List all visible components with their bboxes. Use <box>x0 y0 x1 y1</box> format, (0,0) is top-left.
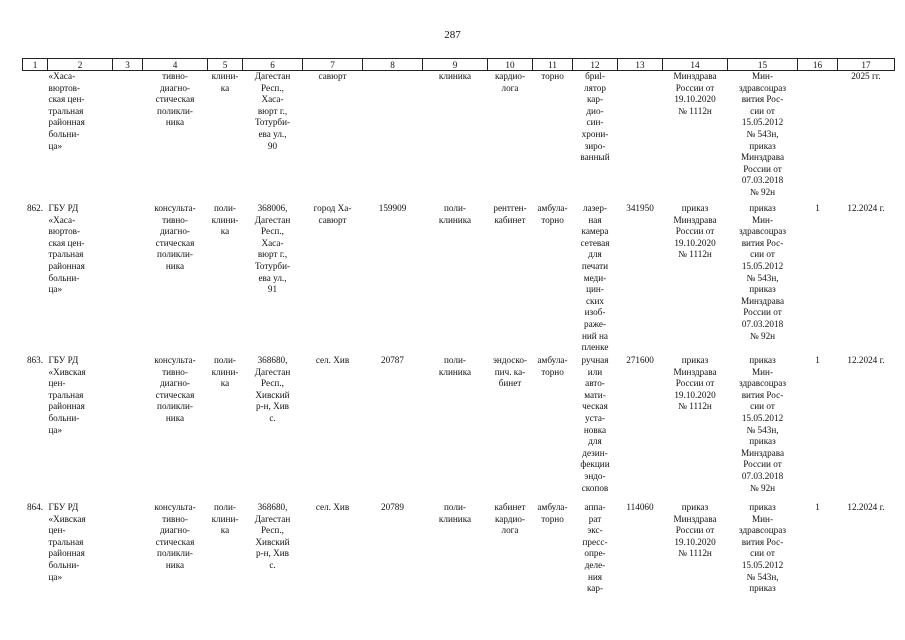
standard-reference-cell: приказ Мин- здравсоцраз вития Рос- сии от 15.05.2012 № 543н, приказ Минздрава России от 07.03.2018 № 92н <box>739 203 786 341</box>
row-number: 862. <box>26 203 44 213</box>
code-cell: 341950 <box>626 203 654 213</box>
department-cell: рентген- кабинет <box>493 203 527 225</box>
standard-reference-cell: Мин- здравсоцраз вития Рос- сии от 15.05.2012 № 543н, приказ Минздрава России от 07.03.2018 № 92н <box>739 71 786 197</box>
department-cell: эндоско- пич. ка- бинет <box>492 355 528 389</box>
organization-cell: ГБУ РД «Хивская цен- тральная районная больни- ца» <box>48 502 86 582</box>
order-reference-cell: приказ Минздрава России от 19.10.2020 № 1112н <box>673 502 717 559</box>
cell-col-3 <box>113 203 143 355</box>
column-number: 17 <box>838 59 895 71</box>
organization-cell: ГБУ РД «Хивская цен- тральная районная больни- ца» <box>48 355 86 435</box>
column-number: 9 <box>423 59 488 71</box>
locality-cell: город Ха- савюрт <box>313 203 352 225</box>
table-row <box>23 502 895 602</box>
unit-type-cell: поли- клиника <box>438 502 472 524</box>
subdivision-cell: консульта- тивно- диагно- стическая поликли- ника <box>154 355 196 423</box>
equipment-name-cell: ручная или авто- мати- ческая уста- новка для дезин- фекции эндо- скопов <box>580 355 610 493</box>
subdivision-cell: консульта- тивно- диагно- стическая поликли- ника <box>154 203 196 271</box>
locality-cell: сел. Хив <box>315 502 350 512</box>
row-number: 864. <box>26 502 44 512</box>
unit-type-cell: поли- клиника <box>438 203 472 225</box>
cell-col-3 <box>113 355 143 502</box>
facility-type-cell: поли- клини- ка <box>211 203 239 237</box>
locality-cell: сел. Хив <box>315 355 350 365</box>
page-number: 287 <box>444 29 461 41</box>
facility-type-cell: поли- клини- ка <box>211 355 239 389</box>
column-number: 2 <box>48 59 113 71</box>
column-number-header-row <box>23 59 895 71</box>
order-reference-cell: приказ Минздрава России от 19.10.2020 № 1112н <box>673 355 717 412</box>
column-number: 14 <box>663 59 728 71</box>
column-number: 4 <box>143 59 208 71</box>
unit-type-cell: клиника <box>438 71 472 81</box>
equipment-name-cell: лазер- ная камера сетевая для печати меди- цин- ских изоб- раже- ний на пленке <box>580 203 610 353</box>
column-number: 5 <box>208 59 243 71</box>
order-reference-cell: Минздрава России от 19.10.2020 № 1112н <box>673 71 717 116</box>
organization-cell: «Хаса- вюртов- ская цен- тральная районная больни- ца» <box>48 71 85 151</box>
subdivision-cell: тивно- диагно- стическая поликли- ника <box>155 71 195 128</box>
table-row <box>23 71 895 204</box>
column-number: 3 <box>113 59 143 71</box>
subdivision-cell: консульта- тивно- диагно- стическая поликли- ника <box>154 502 196 570</box>
quantity-cell: 1 <box>815 355 820 365</box>
row-number: 863. <box>26 355 44 365</box>
column-number: 7 <box>303 59 363 71</box>
order-reference-cell: приказ Минздрава России от 19.10.2020 № 1112н <box>673 203 717 260</box>
cell-col-3 <box>113 502 143 602</box>
address-cell: 368680, Дагестан Респ., Хивский р-н, Хив с. <box>254 355 291 423</box>
column-number: 13 <box>618 59 663 71</box>
column-number: 6 <box>243 59 303 71</box>
care-conditions-cell: торно <box>541 71 564 81</box>
care-conditions-cell: амбула- торно <box>537 203 568 225</box>
standard-reference-cell: приказ Мин- здравсоцраз вития Рос- сии от 15.05.2012 № 543н, приказ <box>739 502 786 594</box>
table-row <box>23 203 895 355</box>
quantity-cell: 1 <box>815 502 820 512</box>
date-cell: 12.2024 г. <box>847 203 885 213</box>
population-cell: 20787 <box>381 355 404 365</box>
date-cell: 2025 гг. <box>851 71 881 81</box>
column-number: 10 <box>488 59 533 71</box>
care-conditions-cell: амбула- торно <box>537 502 568 524</box>
date-cell: 12.2024 г. <box>847 355 885 365</box>
department-cell: кардио- лога <box>494 71 526 93</box>
facility-type-cell: поли- клини- ка <box>211 502 239 536</box>
population-cell <box>363 71 423 204</box>
table-row <box>23 355 895 502</box>
address-cell: 368680, Дагестан Респ., Хивский р-н, Хив с. <box>254 502 291 570</box>
quantity-cell <box>798 71 838 204</box>
code-cell: 114060 <box>626 502 654 512</box>
facility-type-cell: клини- ка <box>211 71 239 93</box>
register-sheet <box>22 58 894 602</box>
equipment-name-cell: бриl- лятор кар- дио- син- хрони- зиро- ванный <box>580 71 610 163</box>
column-number: 1 <box>23 59 48 71</box>
column-number: 11 <box>533 59 573 71</box>
care-conditions-cell: амбула- торно <box>537 355 568 377</box>
column-number: 8 <box>363 59 423 71</box>
column-number: 15 <box>728 59 798 71</box>
address-cell: 368006, Дагестан Респ., Хаса- вюрт г., Тотурби- ева ул., 91 <box>254 203 291 295</box>
department-cell: кабинет кардио- лога <box>494 502 526 536</box>
code-cell: 271600 <box>626 355 654 365</box>
population-cell: 20789 <box>381 502 404 512</box>
organization-cell: ГБУ РД «Хаса- вюртов- ская цен- тральная районная больни- ца» <box>48 203 85 295</box>
address-cell: Дагестан Респ., Хаса- вюрт г., Тотурби- ева ул., 90 <box>254 71 291 151</box>
column-number: 12 <box>573 59 618 71</box>
date-cell: 12.2024 г. <box>847 502 885 512</box>
quantity-cell: 1 <box>815 203 820 213</box>
locality-cell: савюрт <box>318 71 347 81</box>
column-number: 16 <box>798 59 838 71</box>
equipment-register-table <box>22 58 895 602</box>
standard-reference-cell: приказ Мин- здравсоцраз вития Рос- сии от 15.05.2012 № 543н, приказ Минздрава России от 07.03.2018 № 92н <box>739 355 786 493</box>
population-cell: 159909 <box>378 203 407 213</box>
cell-col-3 <box>113 71 143 204</box>
equipment-name-cell: аппа- рат экс- пресс- опре- деле- ния кар- <box>582 502 608 594</box>
code-cell <box>618 71 663 204</box>
unit-type-cell: поли- клиника <box>438 355 472 377</box>
row-number <box>23 71 48 204</box>
